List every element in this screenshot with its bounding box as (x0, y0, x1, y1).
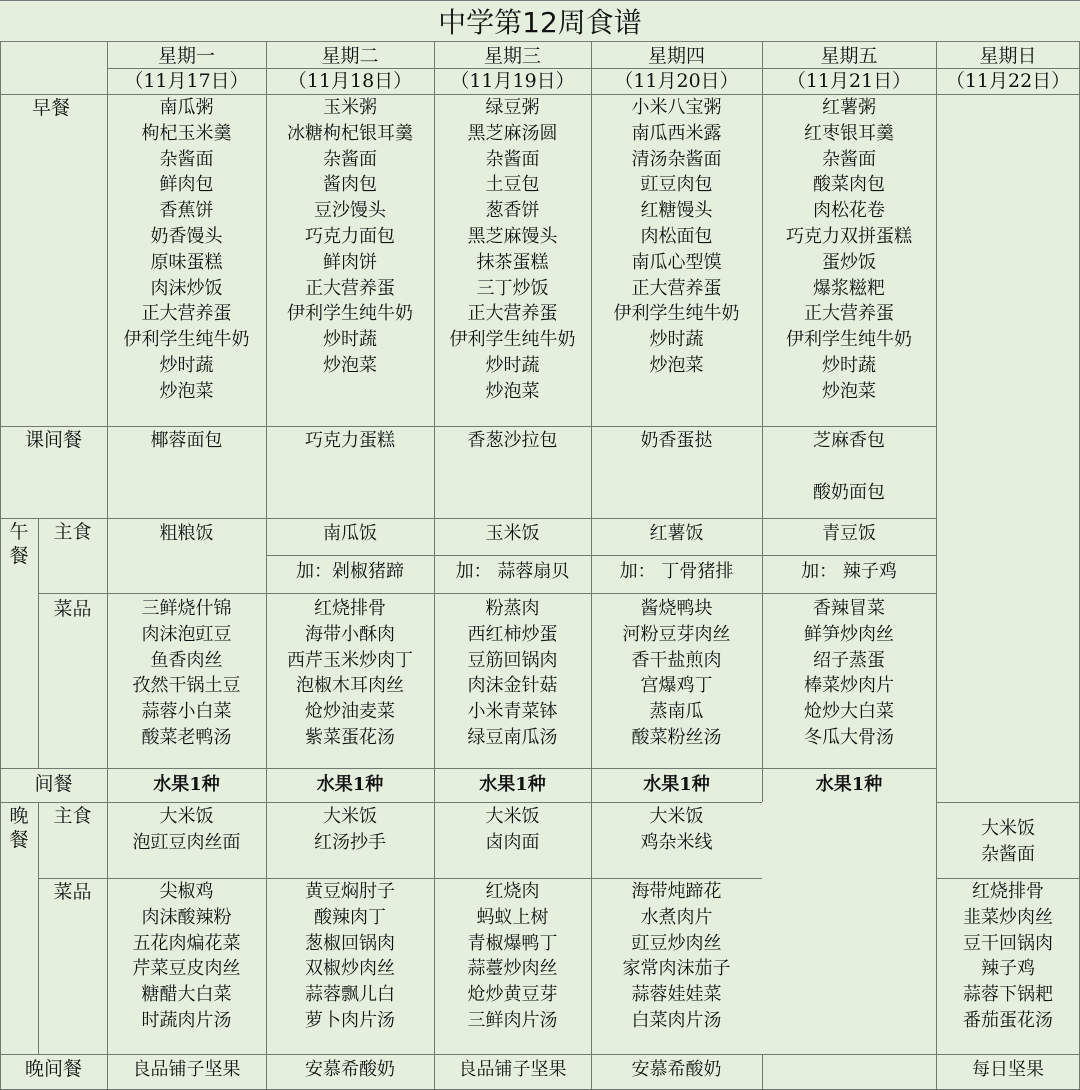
snack-cell-5 (762, 428, 936, 520)
breakfast-cell-5 (762, 95, 936, 427)
lunch-dishes-2 (266, 596, 434, 771)
menu-item: 豆沙馒头 (314, 200, 386, 222)
menu-item: 红糖馒头 (640, 200, 713, 222)
menu-item: 巧克力双拼蛋糕 (786, 225, 912, 247)
grid-line (936, 878, 1080, 879)
menu-item: 蒜薹炒肉丝 (467, 958, 558, 980)
menu-item: 鲜肉饼 (323, 251, 377, 273)
menu-item: 泡豇豆肉丝面 (132, 831, 241, 853)
menu-item: 蒸南瓜 (649, 701, 704, 723)
dinner-dishes-3 (434, 879, 591, 1055)
page-title: 中学第12周食谱 (0, 0, 1080, 42)
label-between: 间餐 (34, 773, 73, 795)
label-dinner-1: 晚 (9, 805, 29, 827)
menu-table (0, 42, 1080, 1090)
menu-item: 香葱沙拉包 (467, 430, 558, 451)
menu-item: 大米饭 (159, 806, 214, 827)
menu-item: 杂酱面 (323, 148, 377, 170)
day-date-5: （11月21日） (786, 70, 912, 92)
snack-cell-4 (591, 428, 762, 520)
lunch-staple-2: 南瓜饭 (323, 523, 377, 544)
menu-item: 鸡杂米线 (640, 831, 713, 853)
menu-item: 蒜蓉小白菜 (141, 701, 232, 723)
menu-item: 大米饭 (323, 806, 377, 827)
menu-item: 南瓜粥 (159, 97, 214, 118)
menu-item: 大米饭 (485, 806, 540, 827)
lunch-staple-1: 粗粮饭 (159, 523, 214, 544)
menu-item: 萝卜肉片汤 (305, 1009, 395, 1031)
menu-item: 炒时蔬 (822, 354, 876, 376)
menu-item: 酸菜肉包 (813, 174, 885, 196)
menu-item: 香干盐煎肉 (631, 649, 722, 671)
menu-item: 杂酱面 (822, 148, 876, 170)
menu-item: 白菜肉片汤 (631, 1009, 722, 1031)
day-date-6: （11月22日） (945, 70, 1071, 92)
menu-item: 酸菜粉丝汤 (631, 726, 722, 748)
menu-item: 正大营养蛋 (467, 303, 558, 325)
menu-item: 糖醋大白菜 (141, 984, 232, 1006)
day-date-3: （11月19日） (450, 70, 575, 92)
label-breakfast: 早餐 (32, 97, 71, 119)
grid-line (434, 42, 435, 1090)
menu-item: 红烧排骨 (972, 881, 1044, 902)
menu-item: 冬瓜大骨汤 (804, 726, 894, 748)
label-lunch-staple: 主食 (53, 521, 92, 543)
day-date-4: （11月20日） (614, 70, 739, 92)
lunch-dishes-1 (107, 596, 266, 771)
menu-item: 辣子鸡 (981, 958, 1035, 980)
lunch-dishes-4 (591, 596, 762, 771)
menu-item: 绍子蒸蛋 (813, 649, 885, 671)
grid-line (107, 42, 108, 1090)
menu-item: 西芹玉米炒肉丁 (287, 649, 413, 671)
menu-item: 抹茶蛋糕 (476, 251, 549, 273)
menu-item: 蒜蓉娃娃菜 (631, 984, 722, 1006)
night-cell-1: 良品铺子坚果 (132, 1059, 241, 1080)
menu-item: 椰蓉面包 (150, 430, 223, 451)
dinner-dishes-1 (107, 879, 266, 1055)
menu-item: 双椒炒肉丝 (305, 958, 395, 980)
menu-item: 正大营养蛋 (305, 277, 395, 299)
menu-item: 黑芝麻馒头 (467, 225, 558, 247)
label-dinner-staple: 主食 (53, 805, 92, 827)
menu-item: 冰糖枸杞银耳羹 (287, 122, 413, 144)
menu-item: 黄豆焖肘子 (305, 881, 395, 902)
lunch-extra-4: 加： 丁骨猪排 (619, 561, 734, 582)
menu-item: 伊利学生纯牛奶 (786, 329, 912, 351)
menu-item: 三鲜烧什锦 (141, 598, 232, 619)
menu-item: 泡椒木耳肉丝 (296, 675, 404, 697)
menu-item: 蒜蓉飘儿白 (305, 984, 395, 1006)
between-cell-3: 水果1种 (479, 774, 546, 795)
day-name-5: 星期五 (820, 45, 878, 67)
grid-line (0, 42, 1, 1090)
menu-item: 正大营养蛋 (631, 277, 722, 299)
menu-item: 三丁炒饭 (476, 277, 549, 299)
grid-line (0, 518, 936, 519)
menu-item: 炒泡菜 (323, 354, 377, 376)
menu-item: 红烧肉 (485, 881, 540, 902)
breakfast-cell-4 (591, 95, 762, 427)
night-cell-sunday: 每日坚果 (972, 1059, 1044, 1080)
grid-line (38, 878, 762, 879)
lunch-extra-3: 加： 蒜蓉扇贝 (455, 561, 570, 582)
between-cell-1: 水果1种 (153, 774, 220, 795)
menu-item: 水煮肉片 (640, 906, 713, 928)
menu-item: 豇豆肉包 (640, 174, 713, 196)
breakfast-cell-2 (266, 95, 434, 427)
menu-item: 豆干回锅肉 (963, 932, 1053, 954)
dinner-dishes-4 (591, 879, 762, 1055)
menu-item: 肉松面包 (640, 225, 713, 247)
label-dinner-2: 餐 (9, 829, 29, 851)
dinner-staple-3 (434, 804, 591, 880)
menu-item: 鱼香肉丝 (150, 649, 223, 671)
lunch-staple-5: 青豆饭 (822, 523, 876, 544)
menu-item: 西红柿炒蛋 (467, 623, 558, 645)
menu-item: 宫爆鸡丁 (640, 675, 713, 697)
menu-item: 家常肉沫茄子 (622, 958, 731, 980)
lunch-dishes-5 (762, 596, 936, 771)
day-name-2: 星期二 (321, 45, 379, 67)
snack-cell-2 (266, 428, 434, 520)
menu-item: 伊利学生纯牛奶 (123, 329, 250, 351)
menu-item: 肉沫泡豇豆 (141, 623, 232, 645)
lunch-extra-5: 加： 辣子鸡 (801, 561, 897, 582)
menu-item: 香辣冒菜 (813, 598, 885, 619)
menu-item (846, 454, 852, 480)
grid-line (266, 555, 936, 556)
menu-item: 炒泡菜 (485, 380, 540, 402)
menu-item: 豆筋回锅肉 (467, 649, 558, 671)
menu-item: 炒时蔬 (323, 329, 377, 351)
menu-item: 芹菜豆皮肉丝 (132, 958, 241, 980)
grid-line (762, 42, 763, 802)
menu-item: 五花肉煸花菜 (132, 932, 241, 954)
menu-item: 肉沫炒饭 (150, 277, 223, 299)
menu-item: 棒菜炒肉片 (804, 675, 894, 697)
menu-item: 巧克力蛋糕 (305, 430, 395, 451)
snack-cell-3 (434, 428, 591, 520)
menu-item: 炒泡菜 (822, 380, 876, 402)
label-night: 晚间餐 (24, 1058, 82, 1080)
label-snack: 课间餐 (24, 429, 82, 451)
menu-item: 葱香饼 (485, 200, 540, 222)
menu-item: 豇豆炒肉丝 (631, 932, 722, 954)
menu-item: 正大营养蛋 (804, 303, 894, 325)
menu-item: 炒时蔬 (159, 354, 214, 376)
menu-item: 蚂蚁上树 (476, 906, 549, 928)
menu-item: 清汤杂酱面 (631, 148, 722, 170)
menu-item: 香蕉饼 (159, 200, 214, 222)
menu-item: 韭菜炒肉丝 (963, 906, 1053, 928)
day-name-6: 星期日 (979, 45, 1037, 67)
menu-item: 伊利学生纯牛奶 (287, 303, 413, 325)
menu-item: 小米青菜钵 (467, 701, 558, 723)
breakfast-cell-3 (434, 95, 591, 427)
between-cell-5: 水果1种 (815, 774, 883, 795)
menu-item: 枸杞玉米羹 (141, 122, 232, 144)
dinner-dishes-2 (266, 879, 434, 1055)
menu-item: 酸奶面包 (813, 481, 885, 503)
grid-line (0, 1054, 1080, 1055)
menu-item: 土豆包 (485, 174, 540, 196)
menu-item: 炒泡菜 (649, 354, 704, 376)
menu-item: 鲜笋炒肉丝 (804, 623, 894, 645)
grid-line (936, 802, 1080, 803)
menu-item: 杂酱面 (485, 148, 540, 170)
grid-line (762, 1054, 763, 1090)
menu-item: 红烧排骨 (314, 598, 386, 619)
menu-item: 卤肉面 (485, 831, 540, 853)
menu-item: 炝炒黄豆芽 (467, 984, 558, 1006)
menu-item: 紫菜蛋花汤 (305, 726, 395, 748)
grid-line (107, 68, 1080, 69)
menu-item: 奶香蛋挞 (640, 430, 713, 451)
between-cell-2: 水果1种 (316, 774, 384, 795)
day-name-3: 星期三 (483, 45, 541, 67)
menu-item: 杂酱面 (981, 843, 1035, 865)
menu-item: 杂酱面 (159, 148, 214, 170)
menu-item: 大米饭 (981, 818, 1035, 839)
menu-item: 酱烧鸭块 (640, 598, 713, 619)
dinner-dishes-sunday (936, 879, 1080, 1055)
menu-item: 炝炒大白菜 (804, 701, 894, 723)
menu-item: 伊利学生纯牛奶 (449, 329, 576, 351)
between-cell-4: 水果1种 (643, 774, 710, 795)
menu-item: 黑芝麻汤圆 (467, 122, 558, 144)
menu-item: 酱肉包 (323, 174, 377, 196)
menu-item: 时蔬肉片汤 (141, 1009, 232, 1031)
menu-item: 红薯粥 (822, 97, 876, 118)
menu-item: 红枣银耳羹 (804, 122, 894, 144)
lunch-extra-2: 加：剁椒猪蹄 (296, 561, 404, 582)
day-name-4: 星期四 (647, 45, 705, 67)
menu-item: 肉沫金针菇 (467, 675, 558, 697)
menu-item: 尖椒鸡 (159, 881, 214, 902)
menu-item: 鲜肉包 (159, 174, 214, 196)
grid-line (936, 42, 937, 1090)
breakfast-cell-1 (107, 95, 266, 427)
lunch-staple-3: 玉米饭 (485, 523, 540, 544)
snack-cell-1 (107, 428, 266, 520)
grid-line (0, 802, 762, 803)
menu-item: 南瓜心型馍 (631, 251, 722, 273)
menu-item: 蛋炒饭 (822, 251, 876, 273)
menu-item: 原味蛋糕 (150, 251, 223, 273)
lunch-staple-4: 红薯饭 (649, 523, 704, 544)
menu-item: 玉米粥 (323, 97, 377, 118)
menu-item: 绿豆粥 (485, 97, 540, 118)
grid-line (38, 593, 936, 594)
menu-item: 伊利学生纯牛奶 (613, 303, 740, 325)
menu-item: 番茄蛋花汤 (963, 1009, 1053, 1031)
menu-item: 炒时蔬 (485, 354, 540, 376)
menu-item: 河粉豆芽肉丝 (622, 623, 731, 645)
menu-item: 大米饭 (649, 806, 704, 827)
menu-item: 酸菜老鸭汤 (141, 726, 232, 748)
menu-item: 孜然干锅土豆 (132, 675, 241, 697)
menu-item: 酸辣肉丁 (314, 906, 386, 928)
menu-item: 爆浆糍粑 (813, 277, 885, 299)
menu-item: 葱椒回锅肉 (305, 932, 395, 954)
grid-line (591, 42, 592, 1090)
menu-item: 海带小酥肉 (305, 623, 395, 645)
label-lunch-1: 午 (9, 521, 29, 543)
night-cell-4: 安慕希酸奶 (631, 1059, 722, 1080)
menu-item: 奶香馒头 (150, 225, 223, 247)
day-date-1: （11月17日） (124, 70, 249, 92)
menu-item: 炒时蔬 (649, 329, 704, 351)
menu-item: 肉松花卷 (813, 200, 885, 222)
dinner-staple-4 (591, 804, 762, 880)
grid-line (266, 42, 267, 1090)
lunch-dishes-3 (434, 596, 591, 771)
grid-line (38, 518, 39, 768)
menu-item: 肉沫酸辣粉 (141, 906, 232, 928)
menu-item: 青椒爆鸭丁 (467, 932, 558, 954)
menu-item: 小米八宝粥 (631, 97, 722, 118)
menu-item: 炝炒油麦菜 (305, 701, 395, 723)
label-lunch-2: 餐 (9, 545, 29, 567)
menu-item: 芝麻香包 (813, 430, 885, 451)
menu-item: 南瓜西米露 (631, 122, 722, 144)
dinner-staple-1 (107, 804, 266, 880)
grid-line (0, 94, 1080, 95)
day-name-1: 星期一 (157, 45, 215, 67)
menu-item: 红汤抄手 (314, 831, 386, 853)
menu-item: 巧克力面包 (305, 225, 395, 247)
grid-line (38, 802, 39, 1054)
day-date-2: （11月18日） (287, 70, 413, 92)
dinner-staple-2 (266, 804, 434, 880)
label-dinner-dishes: 菜品 (53, 881, 92, 903)
menu-item: 海带炖蹄花 (631, 881, 722, 902)
label-lunch-dishes: 菜品 (53, 598, 92, 620)
menu-item: 三鲜肉片汤 (467, 1009, 558, 1031)
menu-item: 粉蒸肉 (485, 598, 540, 619)
menu-item: 蒜蓉下锅耙 (963, 984, 1053, 1006)
grid-line (0, 426, 936, 427)
grid-line (0, 768, 936, 769)
menu-item: 正大营养蛋 (141, 303, 232, 325)
menu-item: 炒泡菜 (159, 380, 214, 402)
night-cell-3: 良品铺子坚果 (458, 1059, 567, 1080)
night-cell-2: 安慕希酸奶 (305, 1059, 395, 1080)
menu-item: 绿豆南瓜汤 (467, 726, 558, 748)
